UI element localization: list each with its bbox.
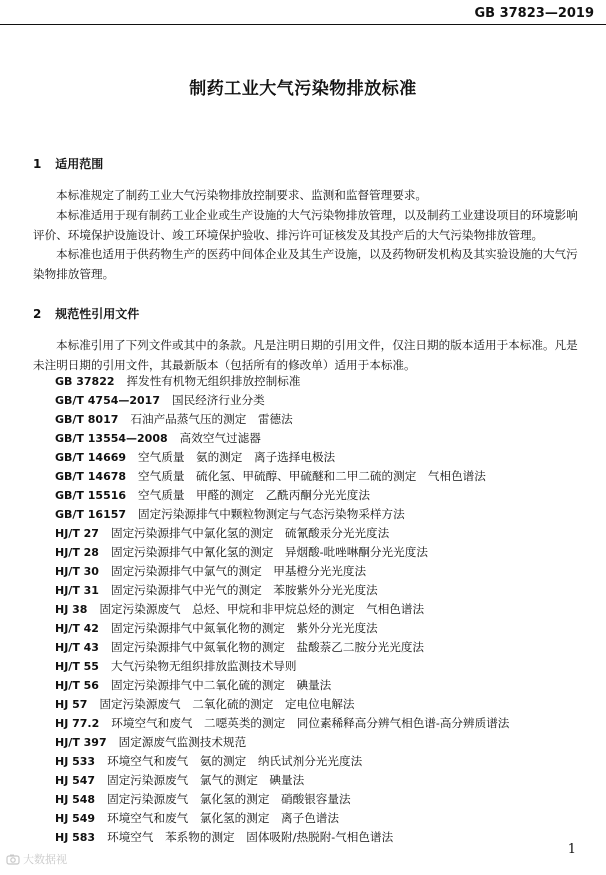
section-number: 1 — [33, 157, 42, 171]
standard-code: GB 37823—2019 — [474, 6, 594, 21]
reference-item — [55, 714, 509, 733]
reference-title: 大气污染物无组织排放监测技术导则 — [110, 659, 297, 673]
reference-item — [55, 543, 509, 562]
reference-code: HJ 583 — [55, 831, 96, 844]
reference-title: 环境空气和废气 氯化氢的测定 离子色谱法 — [107, 811, 339, 825]
reference-list — [55, 372, 509, 847]
reference-title: 固定污染源排气中氯气的测定 甲基橙分光光度法 — [110, 564, 367, 578]
header-rule — [0, 24, 606, 25]
reference-title: 固定污染源废气 二氧化硫的测定 定电位电解法 — [99, 697, 355, 711]
reference-code: GB/T 15516 — [55, 489, 127, 502]
reference-item — [55, 809, 509, 828]
reference-code: GB/T 8017 — [55, 413, 119, 426]
section-number: 2 — [33, 307, 42, 321]
reference-item — [55, 410, 509, 429]
reference-code: HJ/T 43 — [55, 641, 99, 654]
reference-code: HJ/T 31 — [55, 584, 99, 597]
document-title: 制药工业大气污染物排放标准 — [189, 79, 417, 99]
reference-title: 固定污染源排气中氮氧化物的测定 紫外分光光度法 — [110, 621, 378, 635]
reference-item — [55, 676, 509, 695]
reference-item — [55, 828, 509, 847]
reference-item — [55, 524, 509, 543]
reference-code: HJ 548 — [55, 793, 96, 806]
reference-title: 固定污染源废气 氯气的测定 碘量法 — [107, 773, 305, 787]
reference-title: 固定源废气监测技术规范 — [118, 735, 247, 749]
paragraph: 本标准引用了下列文件或其中的条款。凡是注明日期的引用文件，仅注日期的版本适用于本标准。凡是未注明日期的引用文件，其最新版本（包括所有的修改单）适用于本标准。 — [33, 338, 578, 372]
reference-code: GB/T 14678 — [55, 470, 127, 483]
paragraph: 本标准也适用于供药物生产的医药中间体企业及其生产设施，以及药物研发机构及其实验设施的大气污染物排放管理。 — [33, 247, 578, 281]
reference-title: 空气质量 硫化氢、甲硫醇、甲硫醚和二甲二硫的测定 气相色谱法 — [138, 469, 486, 483]
reference-title: 固定污染源排气中氯化氢的测定 硫氰酸汞分光光度法 — [110, 526, 390, 540]
reference-code: HJ 77.2 — [55, 717, 100, 730]
reference-title: 环境空气和废气 氨的测定 纳氏试剂分光光度法 — [107, 754, 363, 768]
reference-item — [55, 505, 509, 524]
reference-item — [55, 733, 509, 752]
reference-title: 固定污染源排气中氮氧化物的测定 盐酸萘乙二胺分光光度法 — [110, 640, 425, 654]
section-heading-scope — [33, 155, 103, 172]
reference-title: 高效空气过滤器 — [179, 431, 261, 445]
watermark — [6, 851, 67, 867]
paragraph: 本标准规定了制药工业大气污染物排放控制要求、监测和监督管理要求。 — [56, 188, 428, 202]
reference-item — [55, 467, 509, 486]
reference-code: HJ 547 — [55, 774, 96, 787]
reference-title: 国民经济行业分类 — [172, 393, 265, 407]
reference-code: GB/T 13554—2008 — [55, 432, 168, 445]
reference-title: 环境空气和废气 二噁英类的测定 同位素稀释高分辨气相色谱-高分辨质谱法 — [111, 716, 510, 730]
reference-title: 固定污染源排气中二氧化硫的测定 碘量法 — [110, 678, 332, 692]
page-number: 1 — [567, 842, 576, 857]
reference-code: HJ/T 56 — [55, 679, 99, 692]
section-title: 适用范围 — [55, 157, 104, 171]
reference-title: 环境空气 苯系物的测定 固体吸附/热脱附-气相色谱法 — [107, 830, 394, 844]
reference-title: 空气质量 甲醛的测定 乙酰丙酮分光光度法 — [138, 488, 370, 502]
reference-item — [55, 619, 509, 638]
reference-item — [55, 657, 509, 676]
section-heading-references — [33, 305, 139, 322]
reference-item — [55, 486, 509, 505]
reference-item — [55, 372, 509, 391]
reference-item — [55, 695, 509, 714]
watermark-text: 大数据视 — [23, 853, 67, 866]
reference-item — [55, 638, 509, 657]
reference-code: GB 37822 — [55, 375, 115, 388]
reference-item — [55, 790, 509, 809]
reference-code: HJ/T 27 — [55, 527, 99, 540]
reference-code: HJ 549 — [55, 812, 96, 825]
reference-code: HJ/T 30 — [55, 565, 99, 578]
reference-code: HJ 38 — [55, 603, 88, 616]
reference-item — [55, 562, 509, 581]
reference-item — [55, 771, 509, 790]
reference-item — [55, 581, 509, 600]
section-title: 规范性引用文件 — [55, 307, 140, 321]
reference-item — [55, 391, 509, 410]
reference-code: GB/T 14669 — [55, 451, 127, 464]
reference-title: 固定污染源排气中光气的测定 苯胺紫外分光光度法 — [110, 583, 378, 597]
paragraph: 本标准适用于现有制药工业企业或生产设施的大气污染物排放管理，以及制药工业建设项目的环境影响评价、环境保护设施设计、竣工环境保护验收、排污许可证核发及其投产后的大气污染物排放管理。 — [33, 208, 578, 242]
reference-code: HJ/T 55 — [55, 660, 99, 673]
reference-code: HJ 533 — [55, 755, 96, 768]
reference-title: 固定污染源废气 总烃、甲烷和非甲烷总烃的测定 气相色谱法 — [99, 602, 425, 616]
reference-title: 固定污染源排气中颗粒物测定与气态污染物采样方法 — [138, 507, 405, 521]
reference-title: 空气质量 氨的测定 离子选择电极法 — [138, 450, 336, 464]
reference-item — [55, 448, 509, 467]
reference-code: HJ/T 28 — [55, 546, 99, 559]
reference-code: GB/T 16157 — [55, 508, 127, 521]
reference-title: 挥发性有机物无组织排放控制标准 — [126, 374, 301, 388]
reference-item — [55, 429, 509, 448]
reference-item — [55, 600, 509, 619]
reference-code: HJ/T 42 — [55, 622, 99, 635]
reference-code: GB/T 4754—2017 — [55, 394, 160, 407]
reference-code: HJ 57 — [55, 698, 88, 711]
reference-title: 石油产品蒸气压的测定 雷德法 — [130, 412, 293, 426]
reference-title: 固定污染源废气 氯化氢的测定 硝酸银容量法 — [107, 792, 351, 806]
reference-title: 固定污染源排气中氰化氢的测定 异烟酸-吡唑啉酮分光光度法 — [110, 545, 428, 559]
reference-item — [55, 752, 509, 771]
camera-watermark-icon — [6, 852, 20, 866]
reference-code: HJ/T 397 — [55, 736, 107, 749]
